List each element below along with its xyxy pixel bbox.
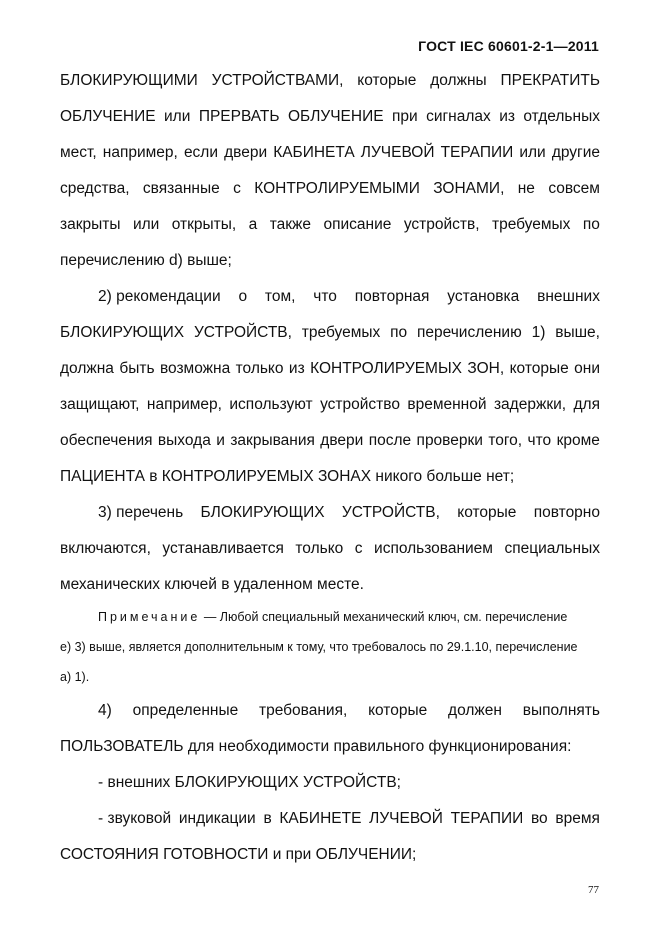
word: совсем — [548, 180, 600, 197]
word: сигналах — [426, 108, 491, 125]
word: связанные — [142, 180, 220, 197]
word: ЛУЧЕВОЙ — [360, 144, 435, 161]
text-line — [60, 738, 600, 756]
word: двери — [224, 144, 268, 161]
word: определенные — [132, 702, 239, 719]
word: специальных — [504, 540, 600, 557]
word: повторно — [533, 504, 600, 521]
word: КАБИНЕТА — [273, 144, 355, 161]
line-text: ПОЛЬЗОВАТЕЛЬ для необходимости правильного функционирования: — [60, 738, 572, 755]
word: отдельных — [523, 108, 600, 125]
word: которые — [457, 504, 517, 521]
line-text: механических ключей в удаленном месте. — [60, 576, 364, 593]
word: требуемых — [491, 216, 571, 233]
word: и — [216, 432, 225, 449]
word: ПРЕКРАТИТЬ — [500, 72, 600, 89]
word: того, — [488, 432, 523, 449]
word: индикации — [178, 810, 256, 827]
word: должна — [60, 360, 114, 377]
word: или — [519, 144, 546, 161]
word: обеспечения — [60, 432, 153, 449]
word: закрывания — [230, 432, 315, 449]
word: описание — [323, 216, 392, 233]
text-line — [60, 576, 600, 594]
word: внешних — [537, 288, 600, 305]
word: выхода — [157, 432, 211, 449]
word: БЛОКИРУЮЩИХ — [60, 324, 185, 341]
text-line — [60, 468, 600, 486]
text-line — [60, 252, 600, 270]
text-line — [60, 108, 600, 126]
word: которые — [509, 360, 569, 377]
word: включаются, — [60, 540, 151, 557]
word: 2) рекомендации — [98, 288, 221, 305]
word: ТЕРАПИИ — [440, 144, 514, 161]
word: устройств, — [403, 216, 480, 233]
word: время — [555, 810, 600, 827]
word: установка — [447, 288, 520, 305]
word: в — [263, 810, 272, 827]
text-line — [60, 144, 600, 162]
word: выполнять — [522, 702, 600, 719]
word: ОБЛУЧЕНИЕ — [287, 108, 384, 125]
word: КОНТРОЛИРУЕМЫХ — [310, 360, 463, 377]
word: устройство — [320, 396, 400, 413]
text-line — [60, 540, 600, 558]
word: из — [499, 108, 515, 125]
text-line — [60, 774, 600, 792]
word: защищают, — [60, 396, 140, 413]
word: повторная — [354, 288, 430, 305]
line-text: ПАЦИЕНТА в КОНТРОЛИРУЕМЫХ ЗОНАХ никого больше нет; — [60, 468, 515, 485]
word: закрыты — [60, 216, 121, 233]
word: также — [269, 216, 312, 233]
word: не — [517, 180, 535, 197]
note-label: Примечание — [98, 610, 201, 624]
word: что — [313, 288, 337, 305]
word: использованием — [374, 540, 493, 557]
line-text: - внешних БЛОКИРУЮЩИХ УСТРОЙСТВ; — [98, 774, 401, 791]
word: задержки, — [493, 396, 567, 413]
word: перечислению — [416, 324, 522, 341]
text-line — [60, 288, 600, 306]
word: о — [238, 288, 248, 305]
word: или — [164, 108, 191, 125]
word: ЛУЧЕВОЙ — [369, 810, 443, 827]
word: выше, — [555, 324, 600, 341]
word: КАБИНЕТЕ — [279, 810, 362, 827]
text-line — [60, 396, 600, 414]
word: а — [248, 216, 258, 233]
word: 3) перечень — [98, 504, 184, 521]
word: из — [288, 360, 305, 377]
text-line — [60, 180, 600, 198]
word: УСТРОЙСТВАМИ, — [211, 72, 344, 89]
word: КОНТРОЛИРУЕМЫМИ — [254, 180, 420, 197]
word: для — [573, 396, 600, 413]
word: возможна — [159, 360, 231, 377]
text-line — [60, 324, 600, 342]
word: временной — [407, 396, 487, 413]
word: с — [354, 540, 363, 557]
word: УСТРОЙСТВ, — [341, 504, 440, 521]
text-line — [60, 72, 600, 90]
word: что — [527, 432, 552, 449]
word: двери — [320, 432, 364, 449]
word: кроме — [556, 432, 600, 449]
note-line — [60, 610, 600, 624]
word: во — [531, 810, 548, 827]
word: устанавливается — [162, 540, 284, 557]
text-line — [60, 846, 600, 864]
word: с — [233, 180, 241, 197]
word: после — [368, 432, 412, 449]
line-text: перечислению d) выше; — [60, 252, 232, 269]
line-text: а) 1). — [60, 670, 90, 684]
standard-header: ГОСТ IEC 60601-2-1—2011 — [418, 38, 599, 54]
word: том, — [264, 288, 296, 305]
text-line — [60, 360, 600, 378]
word: 4) — [98, 702, 112, 719]
word: только — [295, 540, 344, 557]
page-number: 77 — [588, 884, 599, 896]
text-line — [60, 702, 600, 720]
word: которые — [368, 702, 428, 719]
word: например, — [146, 396, 222, 413]
word: если — [183, 144, 219, 161]
text-line — [60, 432, 600, 450]
text-line — [60, 810, 600, 828]
word: 1) — [531, 324, 546, 341]
word: - звуковой — [98, 810, 172, 827]
word: ТЕРАПИИ — [450, 810, 524, 827]
word: должны — [430, 72, 487, 89]
word: например, — [102, 144, 178, 161]
word: ЗОН, — [467, 360, 505, 377]
line-text: е) 3) выше, является дополнительным к тому, что требовалось по 29.1.10, перечисление — [60, 640, 578, 654]
note-line — [60, 670, 600, 684]
word: они — [574, 360, 600, 377]
word: УСТРОЙСТВ, — [193, 324, 292, 341]
word: требования, — [259, 702, 348, 719]
word: быть — [119, 360, 155, 377]
word: проверки — [416, 432, 483, 449]
line-text: СОСТОЯНИЯ ГОТОВНОСТИ и при ОБЛУЧЕНИИ; — [60, 846, 417, 863]
word: открыты, — [171, 216, 237, 233]
word: средства, — [60, 180, 130, 197]
word: мест, — [60, 144, 97, 161]
text-line — [60, 504, 600, 522]
word: при — [392, 108, 418, 125]
word: другие — [551, 144, 600, 161]
word: должен — [448, 702, 502, 719]
text-line — [60, 216, 600, 234]
note-text: — Любой специальный механический ключ, см. перечисление — [200, 610, 568, 624]
word: по — [582, 216, 600, 233]
word: ПРЕРВАТЬ — [198, 108, 280, 125]
word: ЗОНАМИ, — [433, 180, 505, 197]
word: требуемых — [301, 324, 381, 341]
word: используют — [229, 396, 313, 413]
word: по — [390, 324, 408, 341]
word: которые — [357, 72, 417, 89]
word: или — [132, 216, 160, 233]
note-line — [60, 640, 600, 654]
word: БЛОКИРУЮЩИМИ — [60, 72, 198, 89]
word: ОБЛУЧЕНИЕ — [60, 108, 156, 125]
word: БЛОКИРУЮЩИХ — [200, 504, 325, 521]
word: только — [235, 360, 284, 377]
